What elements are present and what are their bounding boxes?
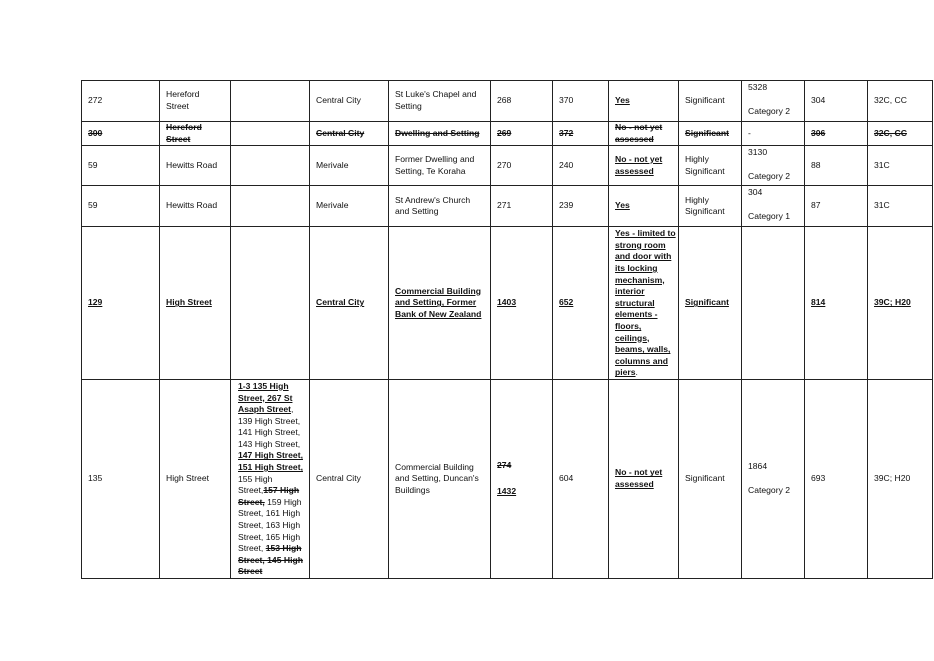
- description-cell: St Andrew's Church and Setting: [389, 186, 491, 227]
- significance-cell: Highly Significant: [679, 186, 742, 227]
- map-reference-cell: 304: [805, 81, 868, 122]
- heritage-setting-number-cell: 652: [553, 227, 609, 380]
- heritage-setting-number-cell: 370: [553, 81, 609, 122]
- street-number-cell: 59: [82, 186, 160, 227]
- addresses-cell: [231, 146, 310, 186]
- area-cell: Central City: [310, 379, 389, 578]
- hnzpt-category: Category 1: [748, 210, 791, 221]
- heritage-setting-number-cell: 239: [553, 186, 609, 227]
- hnzpt-listing-cell: [742, 81, 805, 122]
- planning-map-cell: 32C, CC: [868, 122, 933, 146]
- heritage-setting-number-cell: 372: [553, 122, 609, 146]
- address-added-1: 1-3 135 High Street, 267 St Asaph Street: [238, 380, 293, 415]
- street-number-cell: 300: [82, 122, 160, 146]
- interior-protection-text: Yes - limited to strong room and door with its locking mechanism, interior structural elements - floors, ceilings, beams, walls, columns and piers: [615, 228, 676, 378]
- table-row: [82, 379, 933, 578]
- heritage-item-new-number: 1432: [497, 485, 517, 496]
- addresses-cell: [231, 122, 310, 146]
- hnzpt-number: 5328: [748, 82, 768, 92]
- address-plain-2: 155 High Street,: [238, 473, 273, 496]
- addresses-cell: [231, 227, 310, 380]
- addresses-cell: [231, 186, 310, 227]
- interior-protection-period: .: [635, 367, 638, 378]
- interior-protection-cell: No - not yet assessed: [609, 146, 679, 186]
- street-name-cell: Hereford Street: [160, 122, 231, 146]
- heritage-item-number-cell: 268: [491, 81, 553, 122]
- description-cell: Commercial Building and Setting, Duncan's Buildings: [389, 379, 491, 578]
- map-reference-cell: 693: [805, 379, 868, 578]
- street-number-cell: 272: [82, 81, 160, 122]
- address-deleted-2: 153 High Street, 145 High Street: [238, 543, 303, 577]
- significance-cell: Significant: [679, 122, 742, 146]
- table-row: [82, 186, 933, 227]
- significance-cell: Significant: [679, 81, 742, 122]
- hnzpt-number: 304: [748, 187, 763, 198]
- planning-map-cell: 32C, CC: [868, 81, 933, 122]
- interior-protection-cell: Yes: [609, 81, 679, 122]
- planning-map-cell: 39C; H20: [868, 379, 933, 578]
- street-name-cell: Hereford Street: [160, 81, 231, 122]
- street-name-cell: High Street: [160, 379, 231, 578]
- address-added-2: 147 High Street, 151 High Street,: [238, 450, 303, 473]
- address-deleted-1: 157 High Street,: [238, 485, 300, 507]
- significance-cell: Highly Significant: [679, 146, 742, 186]
- hnzpt-listing-cell: [742, 146, 805, 186]
- heritage-item-number-cell: 1403: [491, 227, 553, 380]
- area-cell: Merivale: [310, 186, 389, 227]
- street-name-cell: Hewitts Road: [160, 186, 231, 227]
- table-row-deleted: [82, 122, 933, 146]
- heritage-item-number-cell: 271: [491, 186, 553, 227]
- address-plain-1: , 139 High Street, 141 High Street, 143 High Street,: [238, 404, 301, 449]
- planning-map-cell: 31C: [868, 186, 933, 227]
- heritage-item-number-cell: 269: [491, 122, 553, 146]
- addresses-cell: [231, 81, 310, 122]
- area-cell: Merivale: [310, 146, 389, 186]
- heritage-setting-number-cell: 604: [553, 379, 609, 578]
- hnzpt-number: 1864: [748, 461, 768, 472]
- area-cell: Central City: [310, 122, 389, 146]
- street-number-cell: 135: [82, 379, 160, 578]
- interior-protection-cell: [609, 227, 679, 380]
- area-cell: Central City: [310, 227, 389, 380]
- interior-protection-cell: No - not yet assessed: [609, 379, 679, 578]
- description-cell: Former Dwelling and Setting, Te Koraha: [389, 146, 491, 186]
- map-reference-cell: 814: [805, 227, 868, 380]
- addresses-cell: [231, 379, 310, 578]
- description-cell: St Luke's Chapel and Setting: [389, 81, 491, 122]
- heritage-setting-number-cell: 240: [553, 146, 609, 186]
- table-row-added: [82, 227, 933, 380]
- area-cell: Central City: [310, 81, 389, 122]
- street-name-cell: Hewitts Road: [160, 146, 231, 186]
- hnzpt-category: Category 2: [748, 170, 791, 181]
- description-cell: Dwelling and Setting: [389, 122, 491, 146]
- hnzpt-category: Category 2: [748, 105, 791, 116]
- table-row: [82, 146, 933, 186]
- address-plain-3: 159 High Street, 161 High Street, 163 High Street, 165 High Street,: [238, 496, 302, 554]
- significance-cell: Significant: [679, 379, 742, 578]
- planning-map-cell: 31C: [868, 146, 933, 186]
- map-reference-cell: 88: [805, 146, 868, 186]
- heritage-item-number-cell: [491, 379, 553, 578]
- heritage-item-number-cell: 270: [491, 146, 553, 186]
- interior-protection-cell: Yes: [609, 186, 679, 227]
- street-name-cell: High Street: [160, 227, 231, 380]
- street-number-cell: 59: [82, 146, 160, 186]
- significance-cell: Significant: [679, 227, 742, 380]
- map-reference-cell: 306: [805, 122, 868, 146]
- hnzpt-number: 3130: [748, 147, 768, 158]
- description-cell: Commercial Building and Setting, Former Bank of New Zealand: [389, 227, 491, 380]
- hnzpt-listing-cell: [742, 186, 805, 227]
- heritage-item-old-number: 274: [497, 460, 512, 471]
- map-reference-cell: 87: [805, 186, 868, 227]
- hnzpt-listing-cell: -: [742, 122, 805, 146]
- table-row: [82, 81, 933, 122]
- hnzpt-listing-cell: [742, 379, 805, 578]
- interior-protection-cell: No - not yet assessed: [609, 122, 679, 146]
- hnzpt-listing-cell: [742, 227, 805, 380]
- heritage-schedule-table: [81, 80, 933, 579]
- planning-map-cell: 39C; H20: [868, 227, 933, 380]
- street-number-cell: 129: [82, 227, 160, 380]
- hnzpt-category: Category 2: [748, 484, 791, 495]
